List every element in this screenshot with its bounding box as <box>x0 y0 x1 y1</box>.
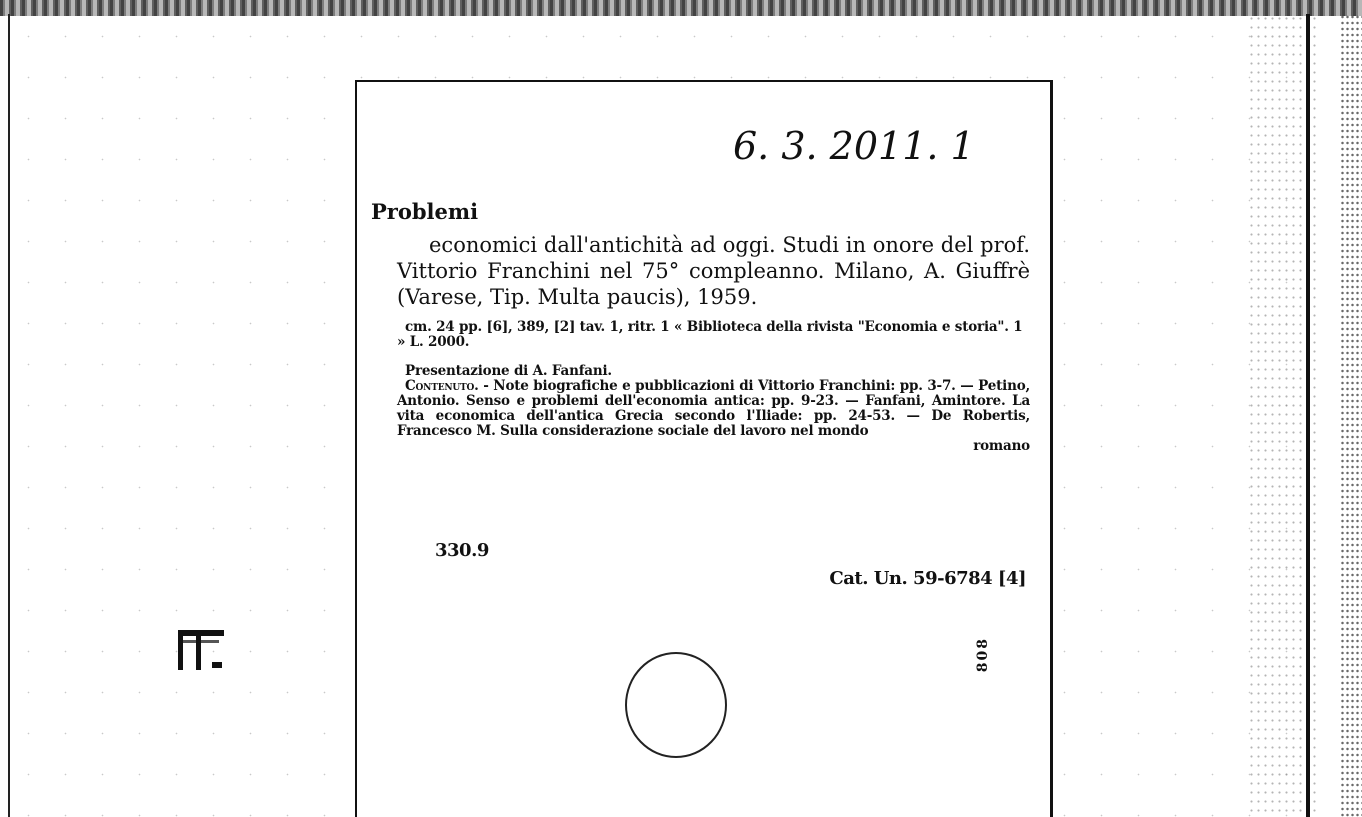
contents-label: Contenuto. <box>405 378 479 394</box>
contents-text <box>397 379 1030 439</box>
call-number: 330.9 <box>435 540 489 561</box>
catalog-card <box>355 80 1053 817</box>
contents-last-word: romano <box>973 438 1030 454</box>
side-number: 808 <box>975 637 991 673</box>
contents-block <box>397 364 1030 454</box>
stamp-mark <box>176 628 224 670</box>
title-text: economici dall'antichità ad oggi. Studi in onore del prof. Vittorio Franchini nel 75° compleanno. Milano, A. Giuffrè (Varese, Tip. Multa paucis), 1959. <box>397 233 1030 309</box>
catalog-number: Cat. Un. 59-6784 [4] <box>829 568 1026 589</box>
scan-left-edge <box>8 14 10 817</box>
handwritten-note-text: 6. 3. 2011. 1 <box>733 124 975 168</box>
card-heading: Problemi <box>371 199 479 224</box>
presentation-text: Presentazione di A. Fanfani. <box>405 363 612 379</box>
punch-hole <box>625 652 727 758</box>
collation-text: cm. 24 pp. [6], 389, [2] tav. 1, ritr. 1 « Biblioteca della rivista "Economia e storia". 1 » L. 2000. <box>397 319 1023 350</box>
scan-right-edge-line <box>1306 14 1310 817</box>
handwritten-note <box>733 107 993 177</box>
scan-top-border <box>0 0 1362 16</box>
scan-right-margin <box>1340 14 1362 817</box>
contents-body: - Note biografiche e pubblicazioni di Vittorio Franchini: pp. 3-7. — Petino, Antonio. Senso e problemi dell'economia antica: pp. 9-23. — Fanfani, Amintore. La vita economica dell'antica Grecia secondo l'Iliade: pp. 24-53. — De Robertis, Francesco M. Sulla considerazione sociale del lavoro nel mondo <box>397 378 1031 439</box>
